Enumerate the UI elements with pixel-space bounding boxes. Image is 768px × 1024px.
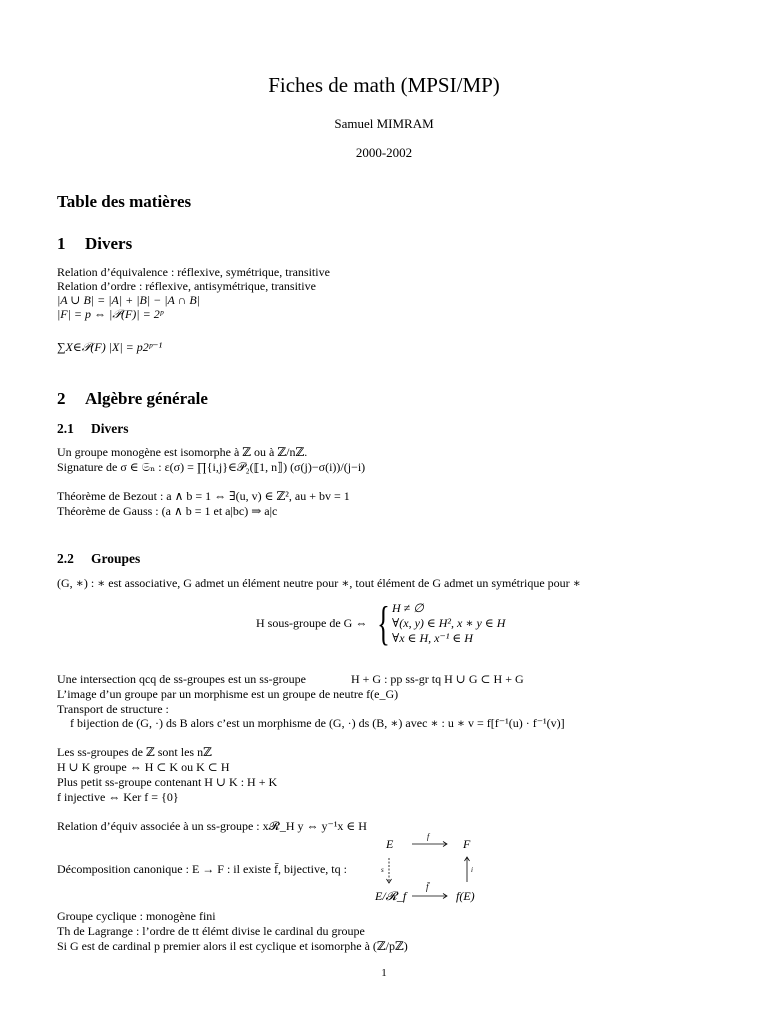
text-line: Transport de structure :: [57, 702, 169, 716]
section-1-number: 1: [57, 234, 66, 253]
signature-formula: Signature de σ ∈ 𝔖ₙ : ε(σ) = ∏{i,j}∈𝒫₂(⟦1, n⟧) (σ(j)−σ(i))/(j−i): [57, 460, 366, 474]
group-definition: (G, ∗) : ∗ est associative, G admet un élément neutre pour ∗, tout élément de G admet un symétrique pour ∗: [57, 576, 581, 590]
condition-row: ∀x ∈ H, x⁻¹ ∈ H: [392, 631, 473, 645]
document-title: Fiches de math (MPSI/MP): [268, 73, 500, 97]
text-line: Un groupe monogène est isomorphe à ℤ ou à ℤ/nℤ.: [57, 445, 308, 459]
text-line: H ∪ K groupe ⇔ H ⊂ K ou K ⊂ H: [57, 760, 230, 774]
text-line: |F| = p ⇔ |𝒫(F)| = 2ᵖ: [57, 307, 164, 321]
condition-row: ∀(x, y) ∈ H², x ∗ y ∈ H: [392, 616, 506, 630]
text-line: Si G est de cardinal p premier alors il est cyclique et isomorphe à (ℤ/pℤ): [57, 939, 408, 953]
section-1-heading: [57, 234, 132, 254]
gauss-theorem: Théorème de Gauss : (a ∧ b = 1 et a|bc) ⇒ a|c: [57, 504, 278, 518]
text-line: L’image d’un groupe par un morphisme est un groupe de neutre f(e_G): [57, 687, 399, 701]
decomposition-text: Décomposition canonique : E → F : il existe f̄, bijective, tq :: [57, 862, 347, 876]
text-line: Les ss-groupes de ℤ sont les nℤ: [57, 745, 212, 759]
subsection-2-1-title: Divers: [91, 421, 129, 436]
system-brace: {: [377, 597, 390, 650]
sum-formula: ∑X∈𝒫(F) |X| = p2ᵖ⁻¹: [57, 340, 163, 354]
diagram-top-arrow-label: f: [427, 832, 430, 841]
document-date: 2000-2002: [355, 145, 413, 160]
text-line: Plus petit ss-groupe contenant H ∪ K : H + K: [57, 775, 278, 789]
text-line: f injective ⇔ Ker f = {0}: [57, 790, 179, 804]
section-2-title: Algèbre générale: [85, 389, 208, 408]
subsection-2-2-heading: [57, 551, 140, 567]
text-line: Relation d’équivalence : réflexive, symétrique, transitive: [57, 265, 330, 279]
diagram-bottom-right: f(E): [456, 889, 475, 903]
subsection-2-1-heading: [57, 421, 129, 437]
diagram-right-arrow-label: i: [471, 866, 473, 874]
text-line: Groupe cyclique : monogène fini: [57, 909, 216, 923]
text-line: Th de Lagrange : l’ordre de tt élémt divise le cardinal du groupe: [57, 924, 365, 938]
equivalence-relation: Relation d’équiv associée à un ss-groupe : x𝓡_H y ⇔ y⁻¹x ∈ H: [57, 819, 367, 833]
text-line: |A ∪ B| = |A| + |B| − |A ∩ B|: [57, 293, 200, 307]
text-line: Relation d’ordre : réflexive, antisymétrique, transitive: [57, 279, 316, 293]
subgroup-conditions: [392, 601, 505, 646]
condition-row: H ≠ ∅: [392, 601, 424, 615]
diagram-top-left: E: [386, 837, 394, 851]
diagram-top-right: F: [463, 837, 471, 851]
section-1-body: [57, 265, 330, 321]
document-author: Samuel MIMRAM: [334, 116, 434, 131]
section-1-title: Divers: [85, 234, 133, 253]
subsection-2-2-number: 2.2: [57, 551, 74, 566]
sum-subgroup-note: H + G : pp ss-gr tq H ∪ G ⊂ H + G: [351, 672, 524, 686]
subgroup-lhs: H sous-groupe de G ⇔: [256, 616, 368, 630]
diagram-bottom-left: E/𝓡_f: [375, 889, 407, 903]
diagram-bottom-arrow-label: f̄: [426, 882, 429, 892]
section-2-heading: [57, 389, 208, 409]
section-2-number: 2: [57, 389, 66, 408]
subsection-2-1-number: 2.1: [57, 421, 74, 436]
page-number: 1: [381, 967, 387, 979]
text-line: Une intersection qcq de ss-groupes est un ss-groupe: [57, 672, 306, 686]
bezout-theorem: Théorème de Bezout : a ∧ b = 1 ⇔ ∃(u, v) ∈ ℤ², au + bv = 1: [57, 489, 350, 503]
text-line: f bijection de (G, ·) ds B alors c’est un morphisme de (G, ·) ds (B, ∗) avec ∗ : u ∗ v = f[f⁻¹(u) · f⁻¹(v)]: [70, 716, 565, 730]
subsection-2-2-title: Groupes: [91, 551, 141, 566]
toc-heading: Table des matières: [57, 192, 192, 211]
diagram-left-arrow-label: s: [381, 866, 384, 874]
commutative-diagram: [370, 830, 490, 908]
